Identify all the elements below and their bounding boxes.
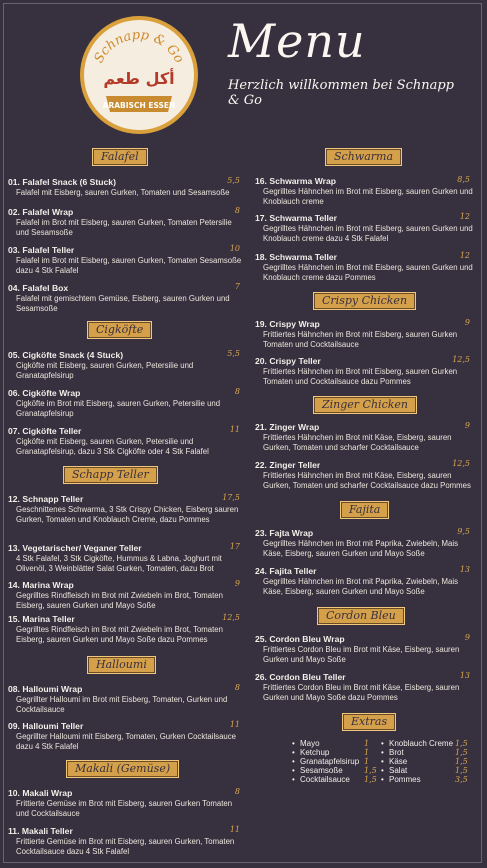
item-price: 10 [229,244,240,253]
extras-item [292,776,350,785]
item-description: Frittiertes Cordon Bleu im Brot mit Käse, Eisberg, sauren Gurken und Mayo Soße [263,645,460,664]
logo-top-text: Schnapp & Go [91,27,187,66]
item-name: 11. Makali Teller [8,826,73,836]
menu-item [8,826,244,856]
item-description: Falafel im Brot mit Eisberg, sauren Gurken, Tomaten Petersilie und Sesamsoße [16,218,232,237]
item-price: 8 [234,206,240,215]
bullet-icon: • [292,739,295,748]
item-name: 18. Schwarma Teller [255,252,338,262]
item-description: Frittiertes Hähnchen im Brot mit Käse, Eisberg, sauren Gurken, Tomaten und scharfer Cocktailsauce [263,433,452,452]
section-banner: Makali (Gemüse) [66,760,179,778]
menu-item [8,426,244,456]
item-description: Cigköfte im Brot mit Eisberg, sauren Gurken, Petersilie und Granatapfelsirup [16,399,221,418]
item-price: 5,5 [227,349,240,358]
menu-item [8,388,244,418]
item-name: 21. Zinger Wrap [255,422,320,432]
item-name: 06. Cigköfte Wrap [8,388,81,398]
item-price: 8 [234,387,240,396]
item-name: 26. Cordon Bleu Teller [255,672,346,682]
item-description: Gegrilltes Hähnchen im Brot mit Eisberg, sauren Gurken und Knoblauch creme [263,187,473,206]
item-name: 03. Falafel Teller [8,245,75,255]
section-banner: Schapp Teller [63,466,158,484]
item-price: 11 [229,720,240,729]
extras-item [381,776,421,785]
extras-name: Salat [389,766,408,775]
menu-item [255,460,477,490]
item-price: 12 [459,212,470,221]
logo-bottom-text: ARABISCH ESSEN [102,101,176,110]
section-banner: Halloumi [87,656,156,674]
item-price: 13 [459,671,470,680]
item-name: 09. Halloumi Teller [8,721,84,731]
item-price: 12,5 [222,613,240,622]
menu-item [8,788,244,818]
item-description: Gegrilltes Hähnchen im Brot mit Eisberg, sauren Gurken und Knoblauch creme dazu Pommes [263,263,473,282]
bullet-icon: • [292,775,295,784]
menu-item [8,283,244,313]
item-name: 01. Falafel Snack (6 Stuck) [8,177,116,187]
item-description: Frittierte Gemüse im Brot mit Eisberg, sauren Gurken Tomaten und Cocktailsauce [16,799,233,818]
extras-name: Knoblauch Creme [389,739,454,748]
menu-item [8,494,244,524]
extras-name: Pommes [389,775,421,784]
extras-price: 1 [364,757,370,766]
item-price: 5,5 [227,176,240,185]
extras-price: 1,5 [455,766,468,775]
menu-item [255,634,477,664]
section-banner: Schwarma [325,148,402,166]
item-name: 22. Zinger Teller [255,460,321,470]
item-name: 13. Vegetarischer/ Veganer Teller [8,543,142,553]
item-name: 04. Falafel Box [8,283,69,293]
logo [80,16,198,134]
menu-item [255,422,477,452]
item-name: 05. Cigköfte Snack (4 Stuck) [8,350,124,360]
item-name: 14. Marina Wrap [8,580,74,590]
section-banner: Zinger Chicken [313,396,417,414]
menu-item [255,566,477,596]
section-banner: Cordon Bleu [317,607,405,625]
menu-item [255,356,477,386]
extras-name: Mayo [300,739,320,748]
bullet-icon: • [381,757,384,766]
menu-item [255,528,477,558]
extras-price: 1,5 [455,757,468,766]
menu-item [8,543,244,573]
item-name: 07. Cigköfte Teller [8,426,82,436]
item-name: 02. Falafel Wrap [8,207,74,217]
menu-item [255,319,477,349]
menu-item [255,213,477,243]
item-price: 9 [464,421,470,430]
extras-name: Käse [389,757,408,766]
item-description: Falafel mit Eisberg, sauren Gurken, Tomaten und Sesamsoße [16,188,230,197]
menu-item [255,672,477,702]
item-description: Cigköfte mit Eisberg, sauren Gurken, Petersilie und Granatapfelsirup, dazu 3 Stk Cigköfte oder 4 Stk Falafel [16,437,209,456]
menu-item [8,580,244,610]
item-name: 12. Schnapp Teller [8,494,84,504]
item-description: Geschnittenes Schwarma, 3 Stk Crispy Chicken, Eisberg sauren Gurken, Tomaten und Knoblauch Creme, dazu Pommes [16,505,239,524]
extras-name: Ketchup [300,748,330,757]
extras-price: 1 [364,748,370,757]
extras-price: 1,5 [455,739,468,748]
menu-item [8,614,244,644]
item-price: 9 [464,318,470,327]
item-price: 12 [459,251,470,260]
item-name: 23. Fajta Wrap [255,528,314,538]
item-name: 10. Makali Wrap [8,788,73,798]
item-description: Frittierte Gemüse im Brot mit Eisberg, sauren Gurken, Tomaten Cocktailsauce dazu 4 Stk Falafel [16,837,235,856]
bullet-icon: • [381,775,384,784]
menu-item [8,721,244,751]
extras-name: Cocktailsauce [300,775,350,784]
extras-name: Brot [389,748,404,757]
item-description: Falafel mit gemischtem Gemüse, Eisberg, sauren Gurken und Sesamsoße [16,294,230,313]
menu-item [255,252,477,282]
page-title: Menu [228,14,366,68]
item-description: Cigköfte mit Eisberg, sauren Gurken, Petersilie und Granatapfelsirup [16,361,194,380]
item-price: 9 [234,579,240,588]
item-name: 15. Marina Teller [8,614,75,624]
item-price: 13 [459,565,470,574]
bullet-icon: • [381,766,384,775]
item-description: Frittiertes Cordon Bleu im Brot mit Käse, Eisberg, sauren Gurken und Mayo Soße dazu Pommes [263,683,460,702]
item-price: 12,5 [452,459,470,468]
bullet-icon: • [381,739,384,748]
item-name: 24. Fajita Teller [255,566,317,576]
item-price: 8,5 [457,175,470,184]
item-price: 11 [229,825,240,834]
section-banner: Extras [342,713,396,731]
bullet-icon: • [292,748,295,757]
item-description: Gegrilltes Hähnchen im Brot mit Paprika, Zwiebeln, Mais Käse, Eisberg, sauren Gurken und Mayo Soße [263,577,458,596]
item-name: 16. Schwarma Wrap [255,176,337,186]
item-price: 17,5 [222,493,240,502]
item-description: Frittiertes Hähnchen im Brot mit Eisberg, sauren Gurken Tomaten und Cocktailsauce [263,330,458,349]
extras-name: Sesamsoße [300,766,343,775]
item-description: Gegrilltes Hähnchen im Brot mit Paprika, Zwiebeln, Mais Käse, Eisberg, sauren Gurken und Mayo Soße [263,539,458,558]
item-description: Gegrillter Halloumi mit Eisberg, Tomaten, Gurken Cocktailsauce dazu 4 Stk Falafel [16,732,236,751]
menu-item [8,245,244,275]
extras-price: 1,5 [455,748,468,757]
section-banner: Crispy Chicken [313,292,416,310]
item-description: Gegrillter Halloumi im Brot mit Eisberg, Tomaten, Gurken und Cocktailsauce [16,695,228,714]
item-description: Gegrilltes Rindfleisch im Brot mit Zwiebeln im Brot, Tomaten Eisberg, sauren Gurken und Mayo Soße dazu Pommes [16,625,223,644]
menu-item [8,350,244,380]
item-price: 8 [234,683,240,692]
item-price: 9,5 [457,527,470,536]
item-price: 7 [234,282,240,291]
menu-item [8,207,244,237]
item-name: 19. Crispy Wrap [255,319,320,329]
item-name: 25. Cordon Bleu Wrap [255,634,345,644]
extras-price: 3,5 [455,775,468,784]
item-price: 9 [464,633,470,642]
welcome-text: Herzlich willkommen bei Schnapp & Go [228,78,454,108]
bullet-icon: • [381,748,384,757]
extras-price: 1,5 [364,766,377,775]
item-description: Gegrilltes Rindfleisch im Brot mit Zwiebeln im Brot, Tomaten Eisberg, sauren Gurken und Mayo Soße [16,591,223,610]
item-name: 20. Crispy Teller [255,356,321,366]
item-price: 8 [234,787,240,796]
item-name: 17. Schwarma Teller [255,213,338,223]
item-description: Falafel im Brot mit Eisberg, sauren Gurken, Tomaten Sesamsoße dazu 4 Stk Falafel [16,256,242,275]
extras-price: 1,5 [364,775,377,784]
extras-name: Granatapfelsirup [300,757,360,766]
item-name: 08. Halloumi Wrap [8,684,83,694]
item-description: Frittiertes Hähnchen im Brot mit Käse, Eisberg, sauren Gurken, Tomaten und scharfer Cocktailsauce dazu Pommes [263,471,471,490]
bullet-icon: • [292,766,295,775]
section-banner: Falafel [92,148,148,166]
logo-arabic-text: أكل طعم [103,69,175,88]
section-banner: Cigköfte [87,321,152,339]
item-price: 17 [229,542,240,551]
item-price: 11 [229,425,240,434]
item-description: 4 Stk Falafel, 3 Stk Cigköfte, Hummus & Labna, Joghurt mit Olivenöl, 3 Weinblätter Salat Gurken, Tomaten, dazu Brot [16,554,222,573]
item-description: Frittiertes Hähnchen im Brot mit Eisberg, sauren Gurken Tomaten und Cocktailsauce dazu Pommes [263,367,458,386]
item-description: Gegrilltes Hähnchen im Brot mit Eisberg, sauren Gurken und Knoblauch creme dazu 4 Stk Falafel [263,224,473,243]
menu-item [255,176,477,206]
extras-price: 1 [364,739,370,748]
menu-item [8,684,244,714]
item-price: 12,5 [452,355,470,364]
section-banner: Fajita [340,501,389,519]
menu-item [8,177,244,198]
bullet-icon: • [292,757,295,766]
